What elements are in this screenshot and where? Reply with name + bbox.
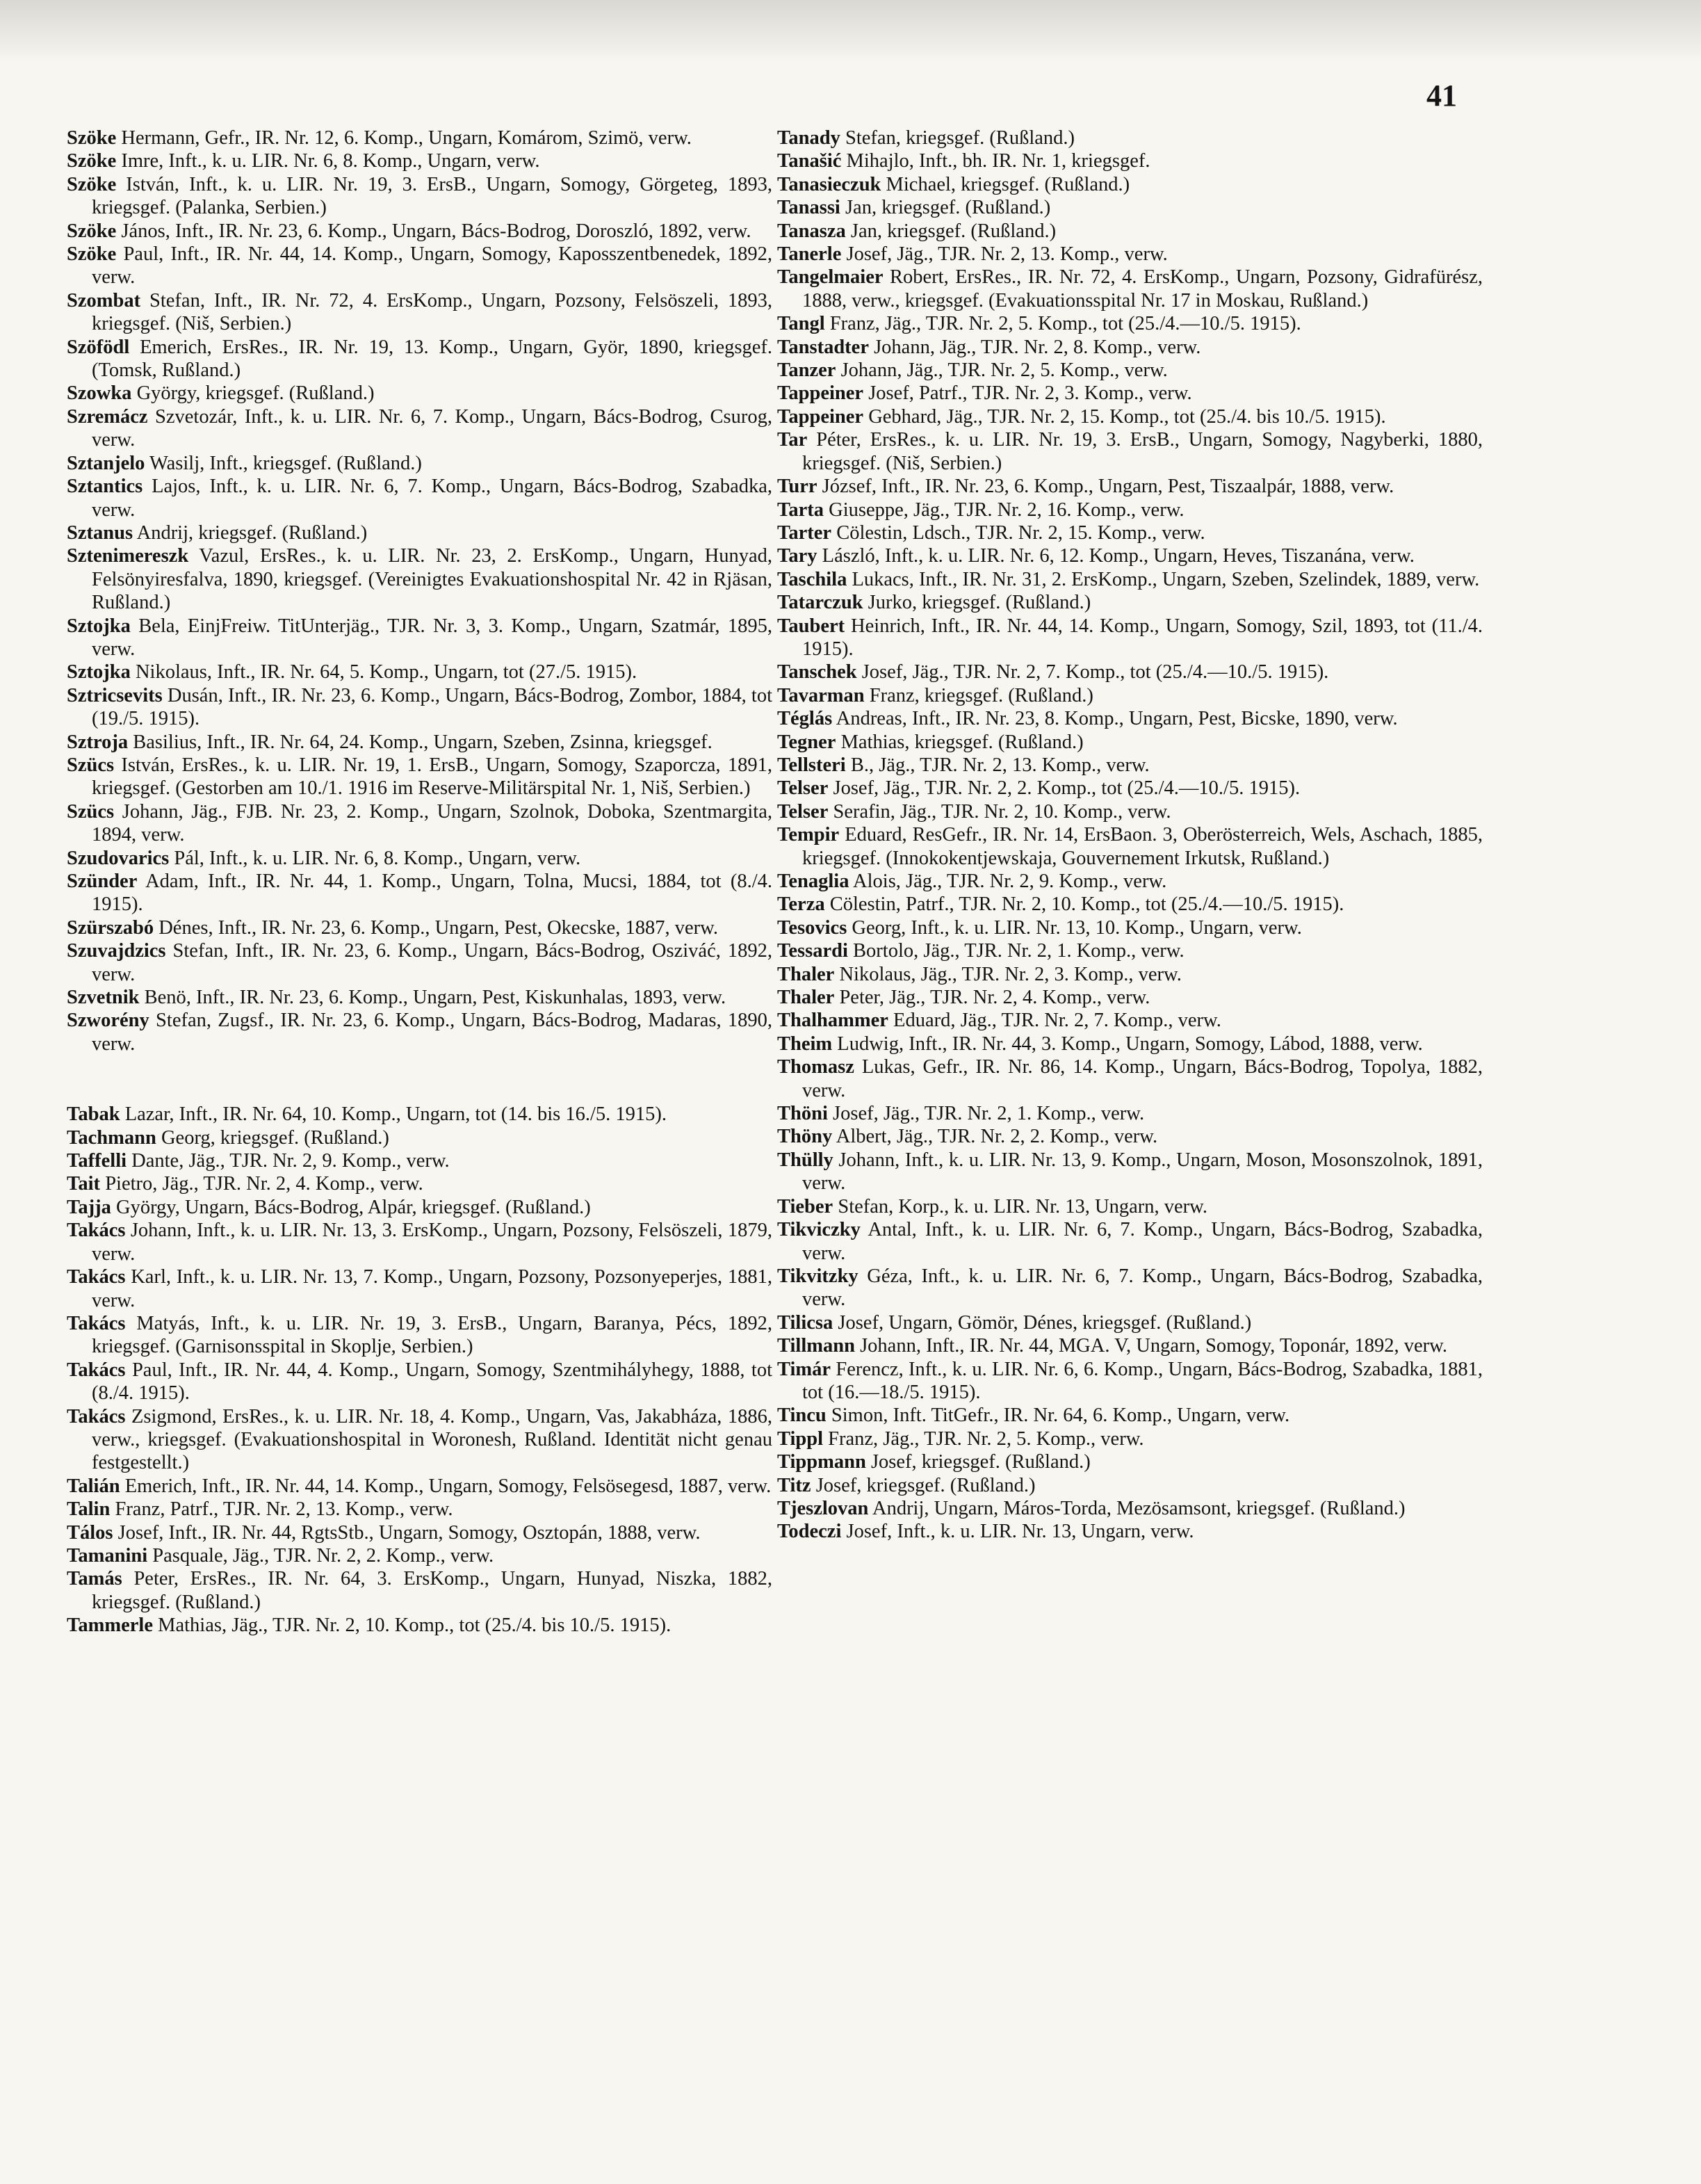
entry-details: Dusán, Inft., IR. Nr. 23, 6. Komp., Ungarn, Bács-Bodrog, Zombor, 1884, tot (19./5. 1915). [92, 684, 772, 730]
entry-details: Péter, ErsRes., k. u. LIR. Nr. 19, 3. ErsB., Ungarn, Somogy, Nagyberki, 1880, kriegsgef. (Niš, Serbien.) [802, 429, 1483, 474]
right-column [777, 127, 1483, 1544]
entry-details: Mihajlo, Inft., bh. IR. Nr. 1, kriegsgef. [846, 150, 1150, 172]
list-entry [777, 428, 1483, 475]
list-entry [67, 1567, 772, 1614]
list-entry [67, 475, 772, 521]
entry-surname: Szowka [67, 382, 132, 405]
entry-details: Lazar, Inft., IR. Nr. 64, 10. Komp., Ungarn, tot (14. bis 16./5. 1915). [124, 1103, 667, 1126]
entry-surname: Szöke [67, 243, 117, 266]
entry-details: Emerich, Inft., IR. Nr. 44, 14. Komp., Ungarn, Somogy, Felsösegesd, 1887, verw. [124, 1475, 772, 1497]
entry-surname: Titz [777, 1474, 811, 1496]
entry-surname: Takács [67, 1405, 126, 1427]
entry-details: Georg, Inft., k. u. LIR. Nr. 13, 10. Komp., Ungarn, verw. [852, 916, 1302, 939]
entry-details: Alois, Jäg., TJR. Nr. 2, 9. Komp., verw. [853, 871, 1167, 892]
list-entry [67, 870, 772, 916]
entry-details: Vazul, ErsRes., k. u. LIR. Nr. 23, 2. ErsKomp., Ungarn, Hunyad, Felsönyiresfalva, 1890, kriegsgef. (Vereinigtes Evakuationshospital Nr. 42 in Rjäsan, Rußland.) [92, 545, 772, 614]
entry-details: Zsigmond, ErsRes., k. u. LIR. Nr. 18, 4. Komp., Ungarn, Vas, Jakabháza, 1886, verw., kriegsgef. (Evakuationshospital in Woronesh, Rußland. Identität nicht genau festgestellt.) [92, 1405, 773, 1474]
list-entry [67, 661, 772, 683]
entry-details: György, Ungarn, Bács-Bodrog, Alpár, kriegsgef. (Rußland.) [116, 1196, 591, 1218]
entry-details: Wasilj, Inft., kriegsgef. (Rußland.) [149, 452, 422, 474]
entry-surname: Taubert [777, 615, 845, 637]
entry-surname: Tammerle [67, 1615, 153, 1637]
list-entry [777, 405, 1483, 428]
list-entry [777, 1009, 1483, 1032]
entry-details: Emerich, ErsRes., IR. Nr. 19, 13. Komp., Ungarn, Györ, 1890, kriegsgef. (Tomsk, Rußland.) [92, 336, 772, 382]
entry-details: Cölestin, Ldsch., TJR. Nr. 2, 15. Komp., verw. [836, 521, 1205, 544]
list-entry [67, 1103, 772, 1126]
entry-details: István, Inft., k. u. LIR. Nr. 19, 3. ErsB., Ungarn, Somogy, Görgeteg, 1893, kriegsgef. (Palanka, Serbien.) [92, 173, 773, 219]
entry-surname: Tarta [777, 499, 824, 521]
list-entry [777, 731, 1483, 754]
entry-details: Josef, Patrf., TJR. Nr. 2, 3. Komp., verw. [868, 382, 1192, 405]
entry-details: Bortolo, Jäg., TJR. Nr. 2, 1. Komp., verw. [853, 940, 1185, 962]
entry-details: Serafin, Jäg., TJR. Nr. 2, 10. Komp., verw. [833, 800, 1171, 823]
list-entry [777, 1427, 1483, 1450]
entry-surname: Tangelmaier [777, 266, 884, 289]
entry-surname: Tamás [67, 1568, 122, 1590]
list-entry [67, 1521, 772, 1544]
entry-details: Robert, ErsRes., IR. Nr. 72, 4. ErsKomp., Ungarn, Pozsony, Gidrafürész, 1888, verw., kriegsgef. (Evakuationsspital Nr. 17 in Moskau, Rußland.) [802, 266, 1483, 312]
entry-surname: Tippmann [777, 1451, 866, 1473]
entry-surname: Tavarman [777, 684, 865, 706]
entry-surname: Tincu [777, 1405, 827, 1427]
entry-surname: Sztanjelo [67, 452, 145, 474]
entry-surname: Szuvajdzics [67, 940, 166, 962]
entry-details: Lukacs, Inft., IR. Nr. 31, 2. ErsKomp., Ungarn, Szeben, Szelindek, 1889, verw. [852, 568, 1480, 590]
list-entry [777, 1497, 1483, 1520]
entry-surname: Tanasza [777, 220, 846, 242]
list-entry [777, 196, 1483, 219]
list-entry [777, 359, 1483, 382]
entry-surname: Tanasieczuk [777, 173, 881, 195]
list-entry [777, 615, 1483, 661]
list-entry [777, 707, 1483, 730]
entry-details: Johann, Inft., k. u. LIR. Nr. 13, 3. ErsKomp., Ungarn, Pozsony, Felsöszeli, 1879, verw. [92, 1220, 772, 1265]
left-column [67, 127, 772, 1637]
list-entry [777, 149, 1483, 172]
list-entry [777, 1218, 1483, 1265]
list-entry [67, 1544, 772, 1567]
list-entry [67, 149, 772, 172]
entry-details: Lukas, Gefr., IR. Nr. 86, 14. Komp., Ungarn, Bács-Bodrog, Topolya, 1882, verw. [802, 1056, 1483, 1101]
entry-surname: Tappeiner [777, 382, 864, 405]
entry-details: Pál, Inft., k. u. LIR. Nr. 6, 8. Komp., Ungarn, verw. [174, 847, 581, 869]
list-entry [777, 336, 1483, 359]
entry-surname: Tar [777, 429, 808, 451]
list-entry [777, 173, 1483, 196]
entry-surname: Tanassi [777, 197, 840, 219]
entry-details: Josef, Ungarn, Gömör, Dénes, kriegsgef. (Rußland.) [838, 1311, 1252, 1334]
entry-surname: Tikviczky [777, 1219, 861, 1241]
entry-surname: Terza [777, 893, 825, 916]
entry-details: Paul, Inft., IR. Nr. 44, 14. Komp., Ungarn, Somogy, Kaposszentbenedek, 1892, verw. [92, 243, 773, 289]
entry-details: B., Jäg., TJR. Nr. 2, 13. Komp., verw. [850, 754, 1150, 776]
list-entry [777, 127, 1483, 149]
list-entry [67, 243, 772, 289]
entry-details: Josef, Jäg., TJR. Nr. 2, 2. Komp., tot (25./4.—10./5. 1915). [833, 777, 1301, 800]
entry-surname: Tessardi [777, 940, 848, 962]
entry-surname: Takács [67, 1266, 126, 1288]
entry-details: Stefan, kriegsgef. (Rußland.) [845, 127, 1075, 149]
list-entry [777, 777, 1483, 800]
entry-details: Johann, Jäg., FJB. Nr. 23, 2. Komp., Ungarn, Szolnok, Doboka, Szentmargita, 1894, verw. [92, 800, 773, 846]
entry-surname: Szvetnik [67, 987, 140, 1009]
entry-surname: Szürszabó [67, 916, 154, 939]
list-entry [777, 521, 1483, 544]
entry-details: János, Inft., IR. Nr. 23, 6. Komp., Ungarn, Bács-Bodrog, Doroszló, 1892, verw. [121, 220, 751, 242]
entry-details: Dénes, Inft., IR. Nr. 23, 6. Komp., Ungarn, Pest, Okecske, 1887, verw. [158, 916, 718, 939]
entry-details: György, kriegsgef. (Rußland.) [136, 382, 375, 405]
list-entry [67, 1126, 772, 1149]
list-entry [67, 544, 772, 614]
entry-surname: Szöke [67, 150, 117, 172]
entry-details: Stefan, Inft., IR. Nr. 72, 4. ErsKomp., Ungarn, Pozsony, Felsöszeli, 1893, kriegsgef. (Niš, Serbien.) [92, 289, 772, 335]
entry-surname: Tanzer [777, 359, 836, 382]
entry-details: Hermann, Gefr., IR. Nr. 12, 6. Komp., Ungarn, Komárom, Szimö, verw. [121, 127, 692, 149]
list-entry [67, 1265, 772, 1312]
list-entry [67, 1405, 772, 1475]
entry-surname: Tanašić [777, 150, 842, 172]
entry-details: Benö, Inft., IR. Nr. 23, 6. Komp., Ungarn, Pest, Kiskunhalas, 1893, verw. [144, 987, 726, 1009]
entry-details: Heinrich, Inft., IR. Nr. 44, 14. Komp., Ungarn, Somogy, Szil, 1893, tot (11./4. 1915). [802, 615, 1483, 660]
entry-details: Lajos, Inft., k. u. LIR. Nr. 6, 7. Komp., Ungarn, Bács-Bodrog, Szabadka, verw. [92, 476, 772, 521]
entry-surname: Tait [67, 1173, 101, 1195]
entry-surname: Tachmann [67, 1126, 156, 1149]
entry-details: Bela, EinjFreiw. TitUnterjäg., TJR. Nr. 3, 3. Komp., Ungarn, Szatmár, 1895, verw. [92, 615, 772, 660]
list-entry [67, 731, 772, 754]
entry-surname: Talián [67, 1475, 120, 1497]
entry-surname: Tappeiner [777, 405, 864, 428]
entry-surname: Sztojka [67, 615, 131, 637]
entry-surname: Tieber [777, 1195, 833, 1218]
list-entry [777, 1450, 1483, 1473]
list-entry [777, 1404, 1483, 1427]
entry-details: László, Inft., k. u. LIR. Nr. 6, 12. Komp., Ungarn, Heves, Tiszanána, verw. [822, 545, 1415, 567]
list-entry [777, 1102, 1483, 1125]
list-entry [67, 405, 772, 452]
entry-details: Pasquale, Jäg., TJR. Nr. 2, 2. Komp., verw. [152, 1544, 494, 1567]
entry-surname: Sztojka [67, 661, 131, 683]
list-entry [777, 220, 1483, 243]
list-entry [777, 893, 1483, 916]
entry-details: Franz, Patrf., TJR. Nr. 2, 13. Komp., verw. [115, 1498, 453, 1521]
list-entry [777, 1125, 1483, 1148]
entry-surname: Sztantics [67, 476, 143, 498]
entry-details: Josef, Inft., IR. Nr. 44, RgtsStb., Ungarn, Somogy, Osztopán, 1888, verw. [117, 1521, 701, 1544]
scan-shadow [0, 0, 1701, 63]
entry-details: Géza, Inft., k. u. LIR. Nr. 6, 7. Komp., Ungarn, Bács-Bodrog, Szabadka, verw. [802, 1265, 1483, 1311]
entry-surname: Tillmann [777, 1335, 855, 1357]
entry-surname: Tjeszlovan [777, 1497, 869, 1519]
list-entry [777, 1311, 1483, 1334]
list-entry [777, 684, 1483, 707]
entry-surname: Tanschek [777, 661, 857, 683]
entry-details: Nikolaus, Jäg., TJR. Nr. 2, 3. Komp., verw. [839, 963, 1182, 985]
entry-details: Michael, kriegsgef. (Rußland.) [886, 173, 1130, 195]
entry-details: Andrij, kriegsgef. (Rußland.) [136, 521, 368, 544]
list-entry [67, 521, 772, 544]
entry-details: Peter, Jäg., TJR. Nr. 2, 4. Komp., verw. [839, 987, 1150, 1009]
entry-details: Josef, kriegsgef. (Rußland.) [870, 1451, 1091, 1473]
entry-surname: Szöfödl [67, 336, 130, 358]
entry-surname: Taffelli [67, 1150, 127, 1172]
entry-surname: Sztroja [67, 731, 129, 753]
entry-details: Andrij, Ungarn, Máros-Torda, Mezösamsont, kriegsgef. (Rußland.) [872, 1497, 1406, 1519]
entry-surname: Tenaglia [777, 871, 849, 892]
entry-surname: Tegner [777, 731, 836, 753]
entry-surname: Thöni [777, 1103, 828, 1125]
list-entry [777, 1265, 1483, 1311]
list-entry [777, 916, 1483, 939]
entry-surname: Téglás [777, 708, 833, 730]
list-entry [777, 754, 1483, 777]
entry-details: Franz, Jäg., TJR. Nr. 2, 5. Komp., tot (25./4.—10./5. 1915). [829, 313, 1301, 335]
list-entry [67, 127, 772, 149]
entry-surname: Szöke [67, 127, 117, 149]
entry-details: Jan, kriegsgef. (Rußland.) [850, 220, 1057, 242]
entry-details: Johann, Jäg., TJR. Nr. 2, 5. Komp., verw. [840, 359, 1168, 382]
entry-details: Johann, Inft., k. u. LIR. Nr. 13, 9. Komp., Ungarn, Moson, Mosonszolnok, 1891, verw. [802, 1149, 1483, 1195]
entry-details: Giuseppe, Jäg., TJR. Nr. 2, 16. Komp., verw. [829, 499, 1185, 521]
list-entry [777, 1033, 1483, 1055]
entry-surname: Tajja [67, 1196, 111, 1218]
list-entry [67, 986, 772, 1009]
entry-surname: Szombat [67, 289, 141, 312]
entry-details: Josef, Jäg., TJR. Nr. 2, 13. Komp., verw. [846, 243, 1168, 266]
entry-surname: Takács [67, 1312, 126, 1334]
list-entry [777, 823, 1483, 870]
entry-surname: Thöny [777, 1126, 833, 1148]
entry-surname: Szücs [67, 754, 115, 776]
entry-surname: Thaler [777, 963, 835, 985]
list-entry [777, 499, 1483, 521]
entry-details: Franz, kriegsgef. (Rußland.) [869, 684, 1093, 706]
entry-details: Stefan, Korp., k. u. LIR. Nr. 13, Ungarn, verw. [838, 1195, 1207, 1218]
entry-surname: Szremácz [67, 405, 148, 428]
list-entry [777, 591, 1483, 614]
entry-details: Georg, kriegsgef. (Rußland.) [161, 1126, 389, 1149]
entry-details: Basilius, Inft., IR. Nr. 64, 24. Komp., Ungarn, Szeben, Zsinna, kriegsgef. [133, 731, 713, 753]
list-entry [777, 475, 1483, 498]
entry-details: Eduard, Jäg., TJR. Nr. 2, 7. Komp., verw. [893, 1010, 1221, 1032]
entry-surname: Talin [67, 1498, 111, 1521]
entry-details: Mathias, kriegsgef. (Rußland.) [840, 731, 1084, 753]
list-entry [777, 1055, 1483, 1102]
entry-surname: Tesovics [777, 916, 847, 939]
list-entry [67, 220, 772, 243]
entry-surname: Todeczi [777, 1521, 842, 1543]
entry-surname: Tikvitzky [777, 1265, 858, 1287]
entry-surname: Thülly [777, 1149, 833, 1171]
list-entry [777, 1358, 1483, 1405]
entry-surname: Tarter [777, 521, 832, 544]
entry-surname: Turr [777, 476, 817, 498]
entry-details: Simon, Inft. TitGefr., IR. Nr. 64, 6. Komp., Ungarn, verw. [831, 1405, 1290, 1427]
entry-surname: Tilicsa [777, 1311, 833, 1334]
entry-details: Cölestin, Patrf., TJR. Nr. 2, 10. Komp., tot (25./4.—10./5. 1915). [829, 893, 1344, 916]
entry-details: Szvetozár, Inft., k. u. LIR. Nr. 6, 7. Komp., Ungarn, Bács-Bodrog, Csurog, verw. [92, 405, 772, 451]
list-entry [777, 870, 1483, 893]
entry-details: Johann, Jäg., TJR. Nr. 2, 8. Komp., verw. [874, 336, 1201, 358]
entry-details: Josef, Jäg., TJR. Nr. 2, 7. Komp., tot (25./4.—10./5. 1915). [861, 661, 1329, 683]
entry-surname: Tamanini [67, 1544, 148, 1567]
entry-surname: Sztanus [67, 521, 133, 544]
entry-surname: Tary [777, 545, 817, 567]
entry-details: Antal, Inft., k. u. LIR. Nr. 6, 7. Komp., Ungarn, Bács-Bodrog, Szabadka, verw. [802, 1219, 1483, 1264]
entry-surname: Tanady [777, 127, 840, 149]
entry-details: Matyás, Inft., k. u. LIR. Nr. 19, 3. ErsB., Ungarn, Baranya, Pécs, 1892, kriegsgef. (Garnisonsspital in Skoplje, Serbien.) [92, 1312, 773, 1358]
entry-surname: Takács [67, 1220, 126, 1242]
list-entry [67, 1614, 772, 1637]
entry-details: Josef, Inft., k. u. LIR. Nr. 13, Ungarn, verw. [846, 1521, 1194, 1543]
entry-details: Gebhard, Jäg., TJR. Nr. 2, 15. Komp., tot (25./4. bis 10./5. 1915). [868, 405, 1386, 428]
entry-details: Franz, Jäg., TJR. Nr. 2, 5. Komp., verw. [828, 1427, 1144, 1450]
entry-details: Mathias, Jäg., TJR. Nr. 2, 10. Komp., tot (25./4. bis 10./5. 1915). [158, 1615, 672, 1637]
entry-details: Adam, Inft., IR. Nr. 44, 1. Komp., Ungarn, Tolna, Mucsi, 1884, tot (8./4. 1915). [92, 871, 772, 916]
list-entry [777, 312, 1483, 335]
list-entry [67, 1196, 772, 1219]
entry-details: Eduard, ResGefr., IR. Nr. 14, ErsBaon. 3, Oberösterreich, Wels, Aschach, 1885, kriegsgef. (Innokokentjewskaja, Gouvernement Irkutsk, Rußland.) [802, 824, 1483, 869]
entry-details: Ludwig, Inft., IR. Nr. 44, 3. Komp., Ungarn, Somogy, Lábod, 1888, verw. [837, 1033, 1423, 1055]
entry-surname: Szünder [67, 871, 138, 892]
list-entry [67, 1219, 772, 1265]
entry-details: Johann, Inft., IR. Nr. 44, MGA. V, Ungarn, Somogy, Toponár, 1892, verw. [860, 1335, 1448, 1357]
list-entry [777, 939, 1483, 962]
list-entry [67, 1009, 772, 1055]
list-entry [777, 568, 1483, 591]
list-entry [777, 544, 1483, 567]
entry-surname: Tatarczuk [777, 592, 863, 614]
list-entry [67, 684, 772, 731]
entry-surname: Szworény [67, 1010, 149, 1032]
entry-surname: Telser [777, 777, 829, 800]
entry-surname: Theim [777, 1033, 833, 1055]
list-entry [67, 847, 772, 870]
entry-details: Dante, Jäg., TJR. Nr. 2, 9. Komp., verw. [131, 1150, 450, 1172]
list-entry [777, 1149, 1483, 1195]
entry-surname: Tempir [777, 824, 840, 846]
entry-details: Andreas, Inft., IR. Nr. 23, 8. Komp., Ungarn, Pest, Bicske, 1890, verw. [836, 708, 1398, 730]
list-entry [67, 452, 772, 475]
list-entry [67, 1172, 772, 1195]
entry-surname: Sztenimereszk [67, 545, 189, 567]
entry-details: Karl, Inft., k. u. LIR. Nr. 13, 7. Komp., Ungarn, Pozsony, Pozsonyeperjes, 1881, verw. [92, 1266, 773, 1311]
entry-surname: Tippl [777, 1427, 824, 1450]
entry-details: Albert, Jäg., TJR. Nr. 2, 2. Komp., verw. [836, 1126, 1158, 1148]
list-entry [777, 1474, 1483, 1497]
entry-surname: Tangl [777, 313, 825, 335]
list-entry [777, 661, 1483, 683]
list-entry [67, 173, 772, 220]
list-entry [67, 1149, 772, 1172]
entry-details: Ferencz, Inft., k. u. LIR. Nr. 6, 6. Komp., Ungarn, Bács-Bodrog, Szabadka, 1881, tot (16.—18./5. 1915). [802, 1358, 1483, 1403]
list-entry [67, 939, 772, 986]
list-entry [67, 916, 772, 939]
list-entry [777, 800, 1483, 823]
entry-details: Paul, Inft., IR. Nr. 44, 4. Komp., Ungarn, Somogy, Szentmihályhegy, 1888, tot (8./4. 1915). [92, 1359, 772, 1405]
entry-details: József, Inft., IR. Nr. 23, 6. Komp., Ungarn, Pest, Tiszaalpár, 1888, verw. [822, 476, 1394, 498]
entry-surname: Tanerle [777, 243, 842, 266]
list-entry [777, 243, 1483, 266]
list-entry [67, 754, 772, 800]
entry-details: Nikolaus, Inft., IR. Nr. 64, 5. Komp., Ungarn, tot (27./5. 1915). [135, 661, 637, 683]
entry-surname: Tálos [67, 1521, 113, 1544]
list-entry [67, 382, 772, 405]
list-entry [777, 1520, 1483, 1543]
entry-surname: Thaler [777, 987, 835, 1009]
entry-surname: Thalhammer [777, 1010, 888, 1032]
list-entry [67, 1475, 772, 1498]
list-entry [777, 382, 1483, 405]
entry-details: Stefan, Zugsf., IR. Nr. 23, 6. Komp., Ungarn, Bács-Bodrog, Madaras, 1890, verw. [92, 1010, 772, 1055]
entry-details: Imre, Inft., k. u. LIR. Nr. 6, 8. Komp., Ungarn, verw. [121, 150, 540, 172]
entry-surname: Takács [67, 1359, 126, 1381]
entry-surname: Thomasz [777, 1056, 854, 1078]
list-entry [777, 963, 1483, 986]
list-entry [67, 1498, 772, 1521]
entry-surname: Szöke [67, 173, 117, 195]
entry-surname: Szudovarics [67, 847, 170, 869]
list-entry [67, 615, 772, 661]
list-entry [67, 336, 772, 382]
list-entry [777, 1334, 1483, 1357]
entry-surname: Szöke [67, 220, 117, 242]
entry-surname: Tellsteri [777, 754, 846, 776]
entry-surname: Sztricsevits [67, 684, 163, 706]
entry-surname: Telser [777, 800, 829, 823]
entry-surname: Szücs [67, 800, 115, 823]
entry-surname: Timár [777, 1358, 831, 1380]
section-gap [67, 1055, 772, 1103]
list-entry [777, 986, 1483, 1009]
page-number: 41 [1426, 79, 1457, 113]
list-entry [777, 266, 1483, 312]
entry-details: Peter, ErsRes., IR. Nr. 64, 3. ErsKomp., Ungarn, Hunyad, Niszka, 1882, kriegsgef. (Rußland.) [92, 1568, 773, 1613]
list-entry [67, 800, 772, 847]
entry-details: Jurko, kriegsgef. (Rußland.) [868, 592, 1091, 614]
list-entry [777, 1195, 1483, 1218]
entry-details: Jan, kriegsgef. (Rußland.) [845, 197, 1051, 219]
entry-surname: Tanstadter [777, 336, 869, 358]
entry-details: István, ErsRes., k. u. LIR. Nr. 19, 1. ErsB., Ungarn, Somogy, Szaporcza, 1891, kriegsgef. (Gestorben am 10./1. 1916 im Reserve-Militärspital Nr. 1, Niš, Serbien.) [92, 754, 772, 800]
entry-surname: Taschila [777, 568, 847, 590]
list-entry [67, 1359, 772, 1405]
entry-details: Josef, kriegsgef. (Rußland.) [815, 1474, 1036, 1496]
entry-details: Pietro, Jäg., TJR. Nr. 2, 4. Komp., verw. [105, 1173, 423, 1195]
entry-details: Stefan, Inft., IR. Nr. 23, 6. Komp., Ungarn, Bács-Bodrog, Osziváć, 1892, verw. [92, 940, 772, 985]
list-entry [67, 1312, 772, 1359]
entry-details: Josef, Jäg., TJR. Nr. 2, 1. Komp., verw. [833, 1103, 1145, 1125]
list-entry [67, 289, 772, 336]
entry-surname: Tabak [67, 1103, 120, 1126]
